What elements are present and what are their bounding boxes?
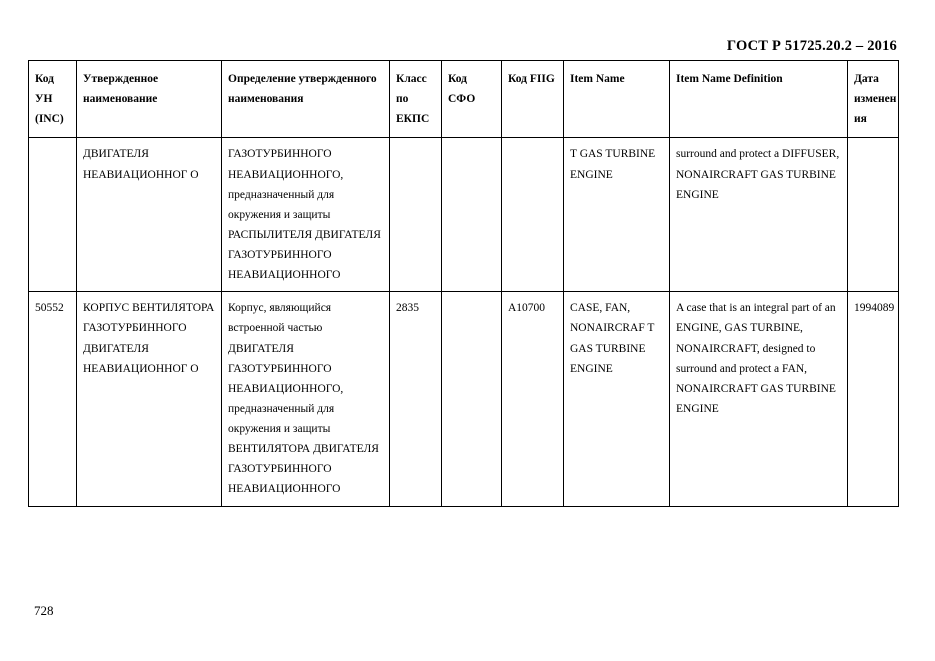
column-header-fiig-code: Код FIIG: [502, 61, 564, 138]
table-row: [29, 138, 899, 292]
table-row: [29, 292, 899, 506]
column-header-code-un: Код УН (INC): [29, 61, 77, 138]
standard-terms-table: [28, 60, 899, 507]
cell-code-un: [29, 138, 77, 292]
column-header-ekps-class: Класс по ЕКПС: [390, 61, 442, 138]
cell-ekps-class: 2835: [390, 292, 442, 506]
table-header-row: [29, 61, 899, 138]
cell-approved-name: ДВИГАТЕЛЯ НЕАВИАЦИОННОГ О: [77, 138, 222, 292]
cell-ekps-class: [390, 138, 442, 292]
column-header-item-name-definition: Item Name Definition: [670, 61, 848, 138]
cell-fiig-code: [502, 138, 564, 292]
cell-item-name: CASE, FAN, NONAIRCRAF T GAS TURBINE ENGINE: [564, 292, 670, 506]
document-standard-title: ГОСТ Р 51725.20.2 – 2016: [726, 38, 897, 54]
cell-item-name-definition: surround and protect a DIFFUSER, NONAIRCRAFT GAS TURBINE ENGINE: [670, 138, 848, 292]
cell-sfo-code: [442, 292, 502, 506]
cell-change-date: 1994089: [848, 292, 899, 506]
column-header-change-date: Дата изменен ия: [848, 61, 899, 138]
column-header-approved-name: Утвержденное наименование: [77, 61, 222, 138]
cell-definition: ГАЗОТУРБИННОГО НЕАВИАЦИОННОГО, предназначенный для окружения и защиты РАСПЫЛИТЕЛЯ ДВИГАТЕЛЯ ГАЗОТУРБИННОГО НЕАВИАЦИОННОГО: [222, 138, 390, 292]
cell-change-date: [848, 138, 899, 292]
column-header-definition: Определение утвержденного наименования: [222, 61, 390, 138]
cell-fiig-code: A10700: [502, 292, 564, 506]
cell-approved-name: КОРПУС ВЕНТИЛЯТОРА ГАЗОТУРБИННОГО ДВИГАТЕЛЯ НЕАВИАЦИОННОГ О: [77, 292, 222, 506]
column-header-item-name: Item Name: [564, 61, 670, 138]
cell-item-name-definition: A case that is an integral part of an ENGINE, GAS TURBINE, NONAIRCRAFT, designed to surround and protect a FAN, NONAIRCRAFT GAS TURBINE ENGINE: [670, 292, 848, 506]
cell-item-name: T GAS TURBINE ENGINE: [564, 138, 670, 292]
page-number: 728: [34, 603, 54, 618]
cell-definition: Корпус, являющийся встроенной частью ДВИГАТЕЛЯ ГАЗОТУРБИННОГО НЕАВИАЦИОННОГО, предназначенный для окружения и защиты ВЕНТИЛЯТОРА ДВИГАТЕЛЯ ГАЗОТУРБИННОГО НЕАВИАЦИОННОГО: [222, 292, 390, 506]
cell-sfo-code: [442, 138, 502, 292]
cell-code-un: 50552: [29, 292, 77, 506]
column-header-sfo-code: Код СФО: [442, 61, 502, 138]
